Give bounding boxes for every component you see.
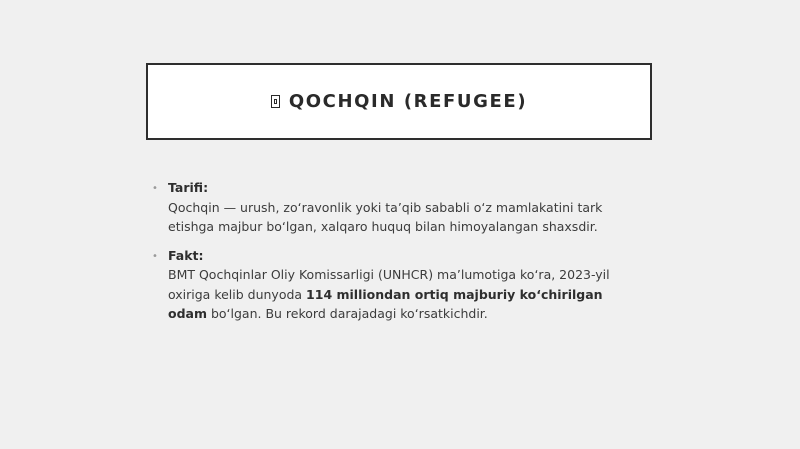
bullet-text-part: BMT Qochqinlar Oliy Komissarligi (UNHCR) ma’lumotiga ko‘ra, 2023-yil oxiriga kelib dunyoda	[168, 267, 610, 302]
list-item-fact	[152, 246, 642, 324]
bullet-text-bold: 114 milliondan ortiq majburiy ko‘chirilgan odam	[168, 286, 603, 321]
bullet-list	[152, 178, 642, 333]
bullet-icon: •	[152, 183, 158, 194]
bullet-text: Qochqin — urush, zo‘ravonlik yoki ta’qib sababli o‘z mamlakatini tark etishga majbur bo‘lgan, xalqaro huquq bilan himoyalangan shaxsdir.	[168, 199, 603, 234]
bullet-heading: Fakt:	[168, 247, 204, 263]
page-title	[271, 91, 527, 112]
list-item-definition	[152, 178, 642, 237]
bullet-icon: •	[152, 250, 158, 262]
box-placeholder-icon	[271, 95, 280, 108]
title-box	[146, 63, 652, 140]
page-title-text: QOCHQIN (REFUGEE)	[288, 91, 528, 112]
bullet-text-part: bo‘lgan. Bu rekord darajadagi ko‘rsatkichdir.	[207, 306, 488, 321]
bullet-heading: Tarifi:	[168, 180, 209, 195]
bullet-text	[168, 265, 642, 324]
